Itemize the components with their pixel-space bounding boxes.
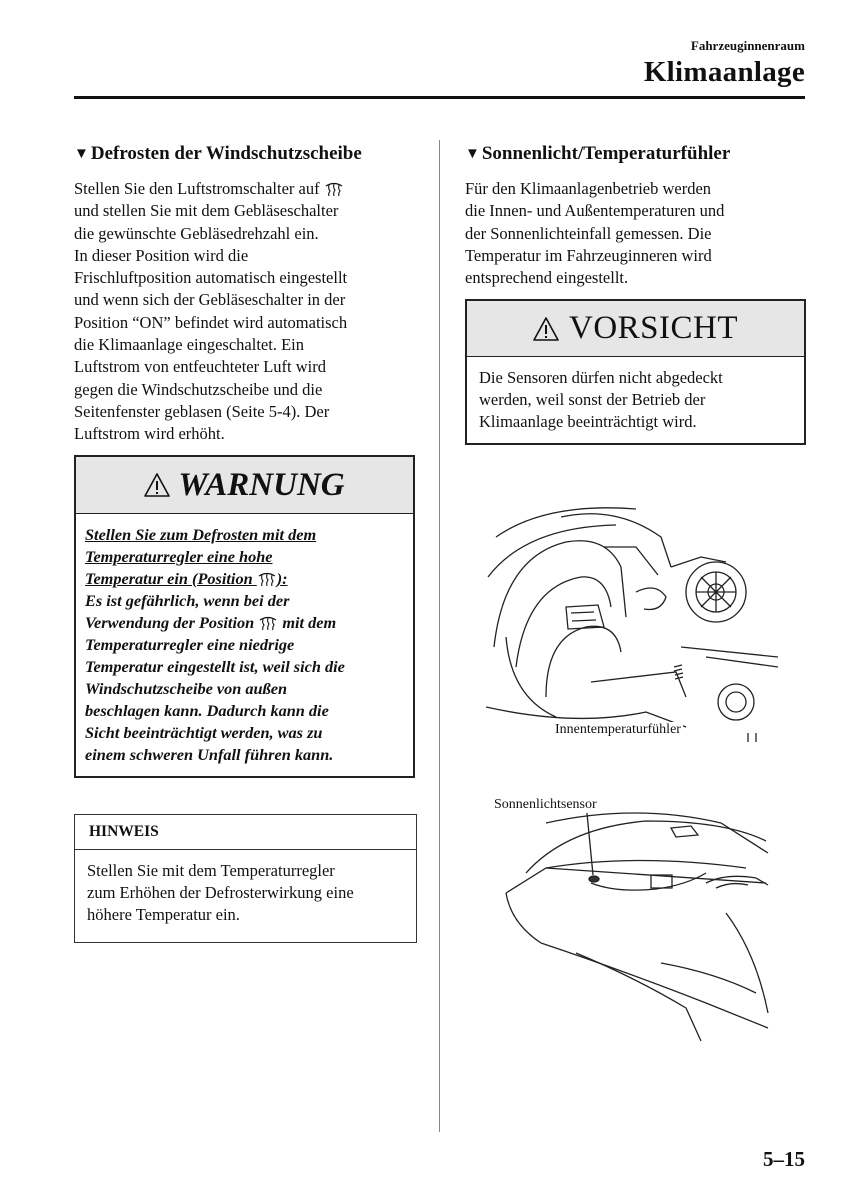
page-number: 5–15 <box>763 1147 805 1171</box>
text-line: die Innen- und Außentemperaturen und <box>465 201 725 221</box>
defrost-icon <box>258 615 278 631</box>
page-title: Klimaanlage <box>643 56 805 88</box>
text-line: entsprechend eingestellt. <box>465 268 629 288</box>
caution-title: VORSICHT <box>568 310 739 346</box>
warning-line: Windschutzscheibe von außen <box>85 679 288 698</box>
text-line: Stellen Sie den Luftstromschalter auf <box>74 178 419 200</box>
header-section: Fahrzeuginnenraum <box>690 38 805 53</box>
warning-line: beschlagen kann. Dadurch kann die <box>85 701 329 720</box>
caution-header <box>467 301 804 357</box>
warning-title: WARNUNG <box>178 466 345 503</box>
section-heading-defrost <box>74 143 362 165</box>
text-line: Luftstrom wird erhöht. <box>74 424 225 444</box>
warning-line: Verwendung der Position mit dem <box>85 613 337 632</box>
windshield-illustration <box>486 793 778 1043</box>
text-line: und stellen Sie mit dem Gebläseschalter <box>74 201 339 221</box>
text-line: Temperatur im Fahrzeuginneren wird <box>465 245 712 265</box>
warning-line: Es ist gefährlich, wenn bei der <box>85 591 290 610</box>
figure-label-sun-sensor: Sonnenlichtsensor <box>494 797 597 812</box>
figure-label-interior-sensor: Innentemperaturfühler <box>555 722 681 737</box>
column-divider <box>439 140 440 1132</box>
text-line: Frischluftposition automatisch eingestellt <box>74 268 348 288</box>
text-line: In dieser Position wird die <box>74 245 249 265</box>
text-line: die Klimaanlage eingeschaltet. Ein <box>74 335 304 355</box>
warning-triangle-icon <box>533 316 559 342</box>
caution-line: Klimaanlage beeinträchtigt wird. <box>479 412 697 431</box>
note-text <box>75 850 416 926</box>
note-box <box>74 814 417 943</box>
caution-line: Die Sensoren dürfen nicht abgedeckt <box>479 368 723 387</box>
warning-line: einem schweren Unfall führen kann. <box>85 745 334 764</box>
section-heading-text: Defrosten der Windschutzscheibe <box>90 143 362 164</box>
note-title: HINWEIS <box>75 815 416 850</box>
section-heading-sensors <box>465 143 730 165</box>
text-line: gegen die Windschutzscheibe und die <box>74 379 323 399</box>
text-line: Luftstrom von entfeuchteter Luft wird <box>74 357 327 377</box>
warning-triangle-icon <box>144 472 170 498</box>
warning-header <box>76 457 413 514</box>
warning-line: Sicht beeinträchtigt werden, was zu <box>85 723 323 742</box>
caution-box <box>465 299 806 445</box>
warning-line: Temperatur ein (Position ): <box>85 569 288 588</box>
defrost-paragraph <box>74 178 419 446</box>
section-heading-text: Sonnenlicht/Temperaturfühler <box>481 143 731 164</box>
text-line: Für den Klimaanlagenbetrieb werden <box>465 179 712 198</box>
note-line: Stellen Sie mit dem Temperaturregler <box>87 861 335 880</box>
triangle-down-icon: ▼ <box>74 146 89 162</box>
text-line: Seitenfenster geblasen (Seite 5-4). Der <box>74 401 330 421</box>
sensor-paragraph <box>465 178 795 289</box>
header-rule <box>74 96 805 99</box>
text-line: Position “ON” befindet wird automatisch <box>74 312 348 332</box>
defrost-icon <box>257 571 277 587</box>
triangle-down-icon: ▼ <box>465 146 480 162</box>
text-line: der Sonnenlichteinfall gemessen. Die <box>465 223 712 243</box>
note-line: zum Erhöhen der Defrosterwirkung eine <box>87 883 354 902</box>
warning-line: Temperatur eingestellt ist, weil sich die <box>85 657 345 676</box>
warning-box <box>74 455 415 778</box>
text-line: und wenn sich der Gebläseschalter in der <box>74 290 346 310</box>
caution-line: werden, weil sonst der Betrieb der <box>479 390 706 409</box>
warning-text <box>76 514 413 766</box>
caution-text <box>467 357 804 433</box>
note-line: höhere Temperatur ein. <box>87 905 240 924</box>
warning-line: Temperaturregler eine niedrige <box>85 635 295 654</box>
defrost-icon <box>324 181 344 197</box>
warning-line: Stellen Sie zum Defrosten mit dem <box>85 525 317 544</box>
warning-line: Temperaturregler eine hohe <box>85 547 273 566</box>
text-line: die gewünschte Gebläsedrehzahl ein. <box>74 223 319 243</box>
